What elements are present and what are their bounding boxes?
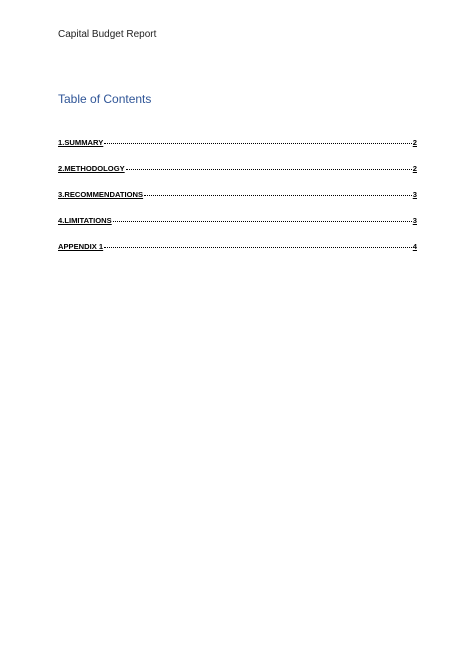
toc-entry-limitations[interactable] bbox=[58, 199, 417, 225]
toc-page-number: 2 bbox=[412, 138, 417, 147]
toc-entry-methodology[interactable] bbox=[58, 147, 417, 173]
toc-entry-recommendations[interactable] bbox=[58, 173, 417, 199]
running-header: Capital Budget Report bbox=[58, 29, 157, 40]
toc-dot-leader bbox=[144, 195, 412, 196]
toc-entry-label: 1.SUMMARY bbox=[58, 138, 104, 147]
toc-dot-leader bbox=[104, 143, 411, 144]
toc-entry-label: APPENDIX 1 bbox=[58, 242, 104, 251]
toc-entry-label: 2.METHODOLOGY bbox=[58, 164, 125, 173]
toc-dot-leader bbox=[104, 247, 412, 248]
toc-entry-label: 4.LIMITATIONS bbox=[58, 216, 112, 225]
toc-entry-appendix-1[interactable] bbox=[58, 225, 417, 251]
toc-page-number: 3 bbox=[412, 216, 417, 225]
toc-dot-leader bbox=[126, 169, 412, 170]
toc-entry-summary[interactable] bbox=[58, 121, 417, 147]
toc-heading: Table of Contents bbox=[58, 92, 152, 106]
toc-entry-label: 3.RECOMMENDATIONS bbox=[58, 190, 144, 199]
table-of-contents bbox=[58, 121, 417, 251]
toc-dot-leader bbox=[113, 221, 412, 222]
toc-page-number: 2 bbox=[412, 164, 417, 173]
toc-page-number: 4 bbox=[412, 242, 417, 251]
toc-page-number: 3 bbox=[412, 190, 417, 199]
